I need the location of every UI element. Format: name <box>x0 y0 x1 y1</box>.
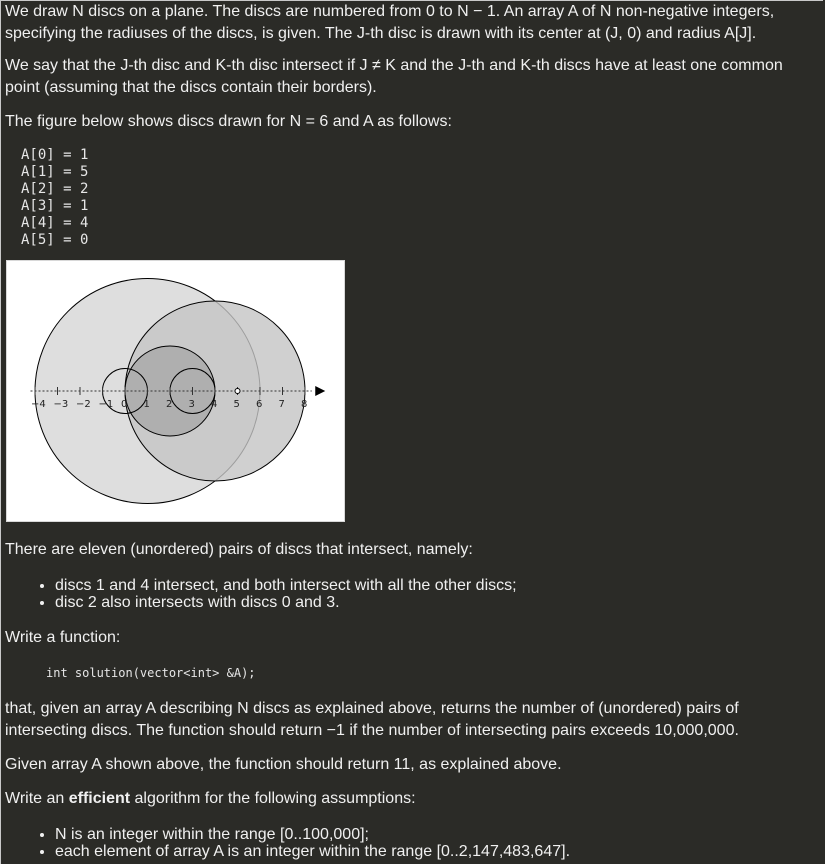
tick-label: 2 <box>166 399 173 410</box>
list-item: • discs 1 and 4 intersect, and both intersect with all the other discs; <box>55 577 821 594</box>
tick-label: 5 <box>233 399 240 410</box>
point-disc-5 <box>235 389 240 394</box>
tick-label: 8 <box>301 399 308 410</box>
intro-paragraph-2: We say that the J-th disc and K-th disc intersect if J ≠ K and the J-th and K-th discs have at least one common point (assuming that the discs contain their borders). <box>5 57 783 96</box>
tick-label: 0 <box>121 399 128 410</box>
tick-label: −2 <box>76 399 91 410</box>
pairs-intro: There are eleven (unordered) pairs of discs that intersect, namely: <box>5 541 473 558</box>
efficiency-heading <box>5 788 821 810</box>
pairs-list <box>1 577 821 611</box>
example-result: Given array A shown above, the function should return 11, as explained above. <box>5 756 562 773</box>
tick-label: −4 <box>31 399 46 410</box>
discs-diagram <box>7 261 344 521</box>
tick-label: 7 <box>278 399 285 410</box>
efficiency-suffix: algorithm for the following assumptions: <box>130 790 416 807</box>
list-item: • disc 2 also intersects with discs 0 and 3. <box>55 594 821 611</box>
discs-figure <box>6 260 345 522</box>
x-axis-arrow <box>315 386 325 396</box>
tick-label: −3 <box>53 399 69 410</box>
efficiency-prefix: Write an <box>5 790 69 807</box>
tick-label: 6 <box>256 399 263 410</box>
tick-label: −1 <box>98 399 114 410</box>
intro-paragraph-1: We draw N discs on a plane. The discs are numbered from 0 to N − 1. An array A of N non-negative integers, specifying the radiuses of the discs, is given. The J-th disc is drawn with its center at (J, 0) and radius A[J]. <box>5 3 775 42</box>
list-item: • each element of array A is an integer within the range [0..2,147,483,647]. <box>55 843 821 860</box>
write-function-label: Write a function: <box>5 629 121 646</box>
tick-label: 3 <box>188 399 195 410</box>
tick-label: 1 <box>143 399 150 410</box>
assumptions-list <box>1 826 821 860</box>
function-signature: int solution(vector<int> &A); <box>46 666 256 680</box>
function-description: that, given an array A describing N discs as explained above, returns the number of (unordered) pairs of intersecting discs. The function should return −1 if the number of intersecting pairs exceeds 10,000,000. <box>5 700 739 739</box>
tick-label: 4 <box>211 399 218 410</box>
efficient-word: efficient <box>68 790 131 807</box>
list-item: • N is an integer within the range [0..100,000]; <box>55 826 821 843</box>
intro-paragraph-3: The figure below shows discs drawn for N = 6 and A as follows: <box>5 113 452 130</box>
array-listing: A[0] = 1 A[1] = 5 A[2] = 2 A[3] = 1 A[4] = 4 A[5] = 0 <box>21 147 89 248</box>
